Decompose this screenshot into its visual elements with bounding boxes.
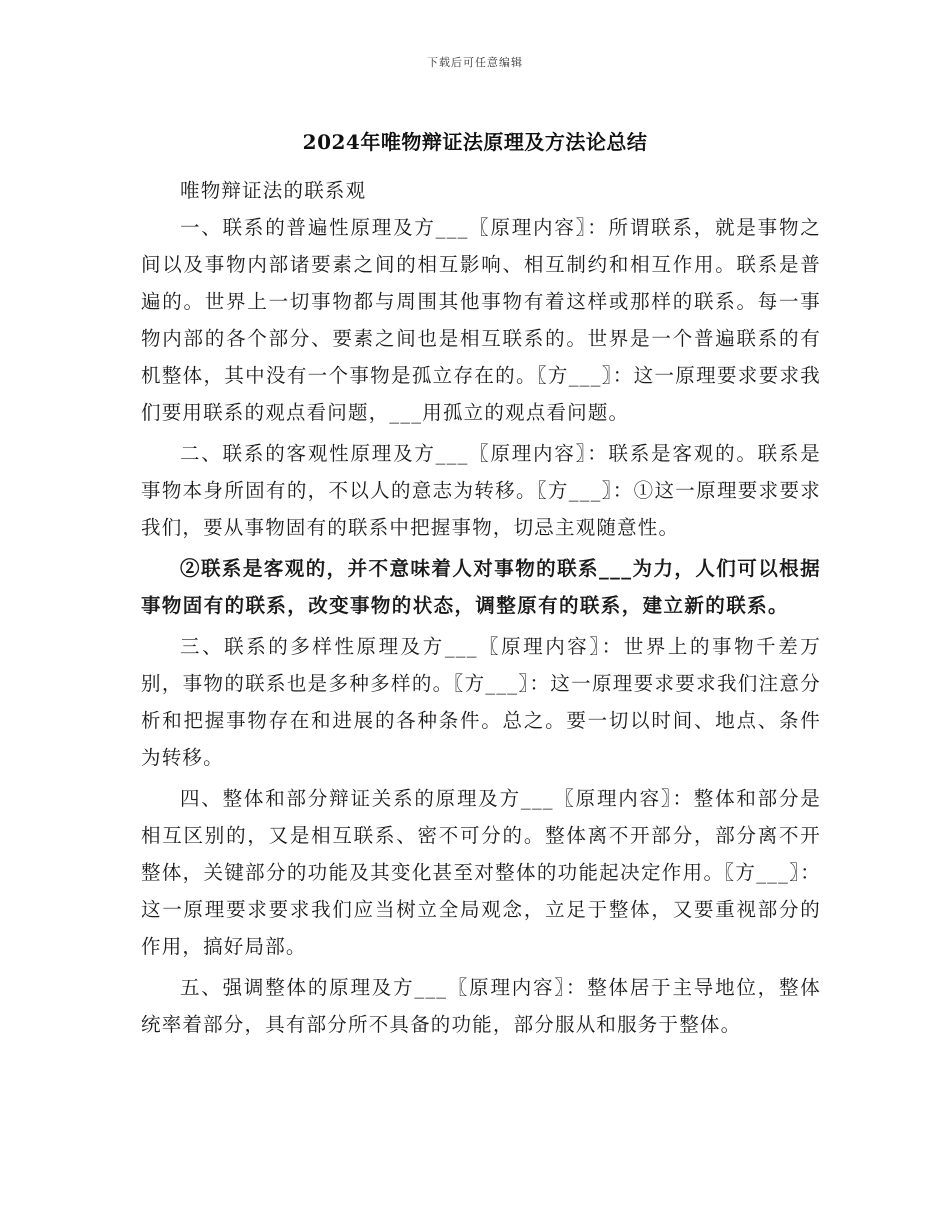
paragraph-5: 五、强调整体的原理及方___〖原理内容〗：整体居于主导地位，整体统率着部分，具有部分所不具备的功能，部分服从和服务于整体。 xyxy=(141,976,821,1036)
section-heading: 唯物辩证法的联系观 xyxy=(180,179,367,202)
paragraph-2: 二、联系的客观性原理及方___〖原理内容〗：联系是客观的。联系是事物本身所固有的，不以人的意志为转移。〖方___〗：①这一原理要求要求我们，要从事物固有的联系中把握事物，切忌主观随意性。 xyxy=(141,442,821,539)
document-title: 2024年唯物辩证法原理及方法论总结 xyxy=(302,130,648,154)
paragraph-4: 四、整体和部分辩证关系的原理及方___〖原理内容〗：整体和部分是相互区别的，又是相互联系、密不可分的。整体离不开部分，部分离不开整体，关键部分的功能及其变化甚至对整体的功能起决定作用。〖方___〗：这一原理要求要求我们应当树立全局观念，立足于整体，又要重视部分的作用，搞好局部。 xyxy=(141,787,821,958)
header-note: 下载后可任意编辑 xyxy=(427,56,523,69)
document-body xyxy=(141,172,821,1043)
paragraph-3: 三、联系的多样性原理及方___〖原理内容〗：世界上的事物千差万别，事物的联系也是多种多样的。〖方___〗：这一原理要求要求我们注意分析和把握事物存在和进展的各种条件。总之。要一切以时间、地点、条件为转移。 xyxy=(141,635,821,769)
paragraph-1: 一、联系的普遍性原理及方___〖原理内容〗：所谓联系，就是事物之间以及事物内部诸要素之间的相互影响、相互制约和相互作用。联系是普遍的。世界上一切事物都与周围其他事物有着这样或那样的联系。每一事物内部的各个部分、要素之间也是相互联系的。世界是一个普遍联系的有机整体，其中没有一个事物是孤立存在的。〖方___〗：这一原理要求要求我们要用联系的观点看问题，___用孤立的观点看问题。 xyxy=(141,216,821,424)
paragraph-2-note: ②联系是客观的，并不意味着人对事物的联系___为力，人们可以根据事物固有的联系，改变事物的状态，调整原有的联系，建立新的联系。 xyxy=(141,557,821,617)
